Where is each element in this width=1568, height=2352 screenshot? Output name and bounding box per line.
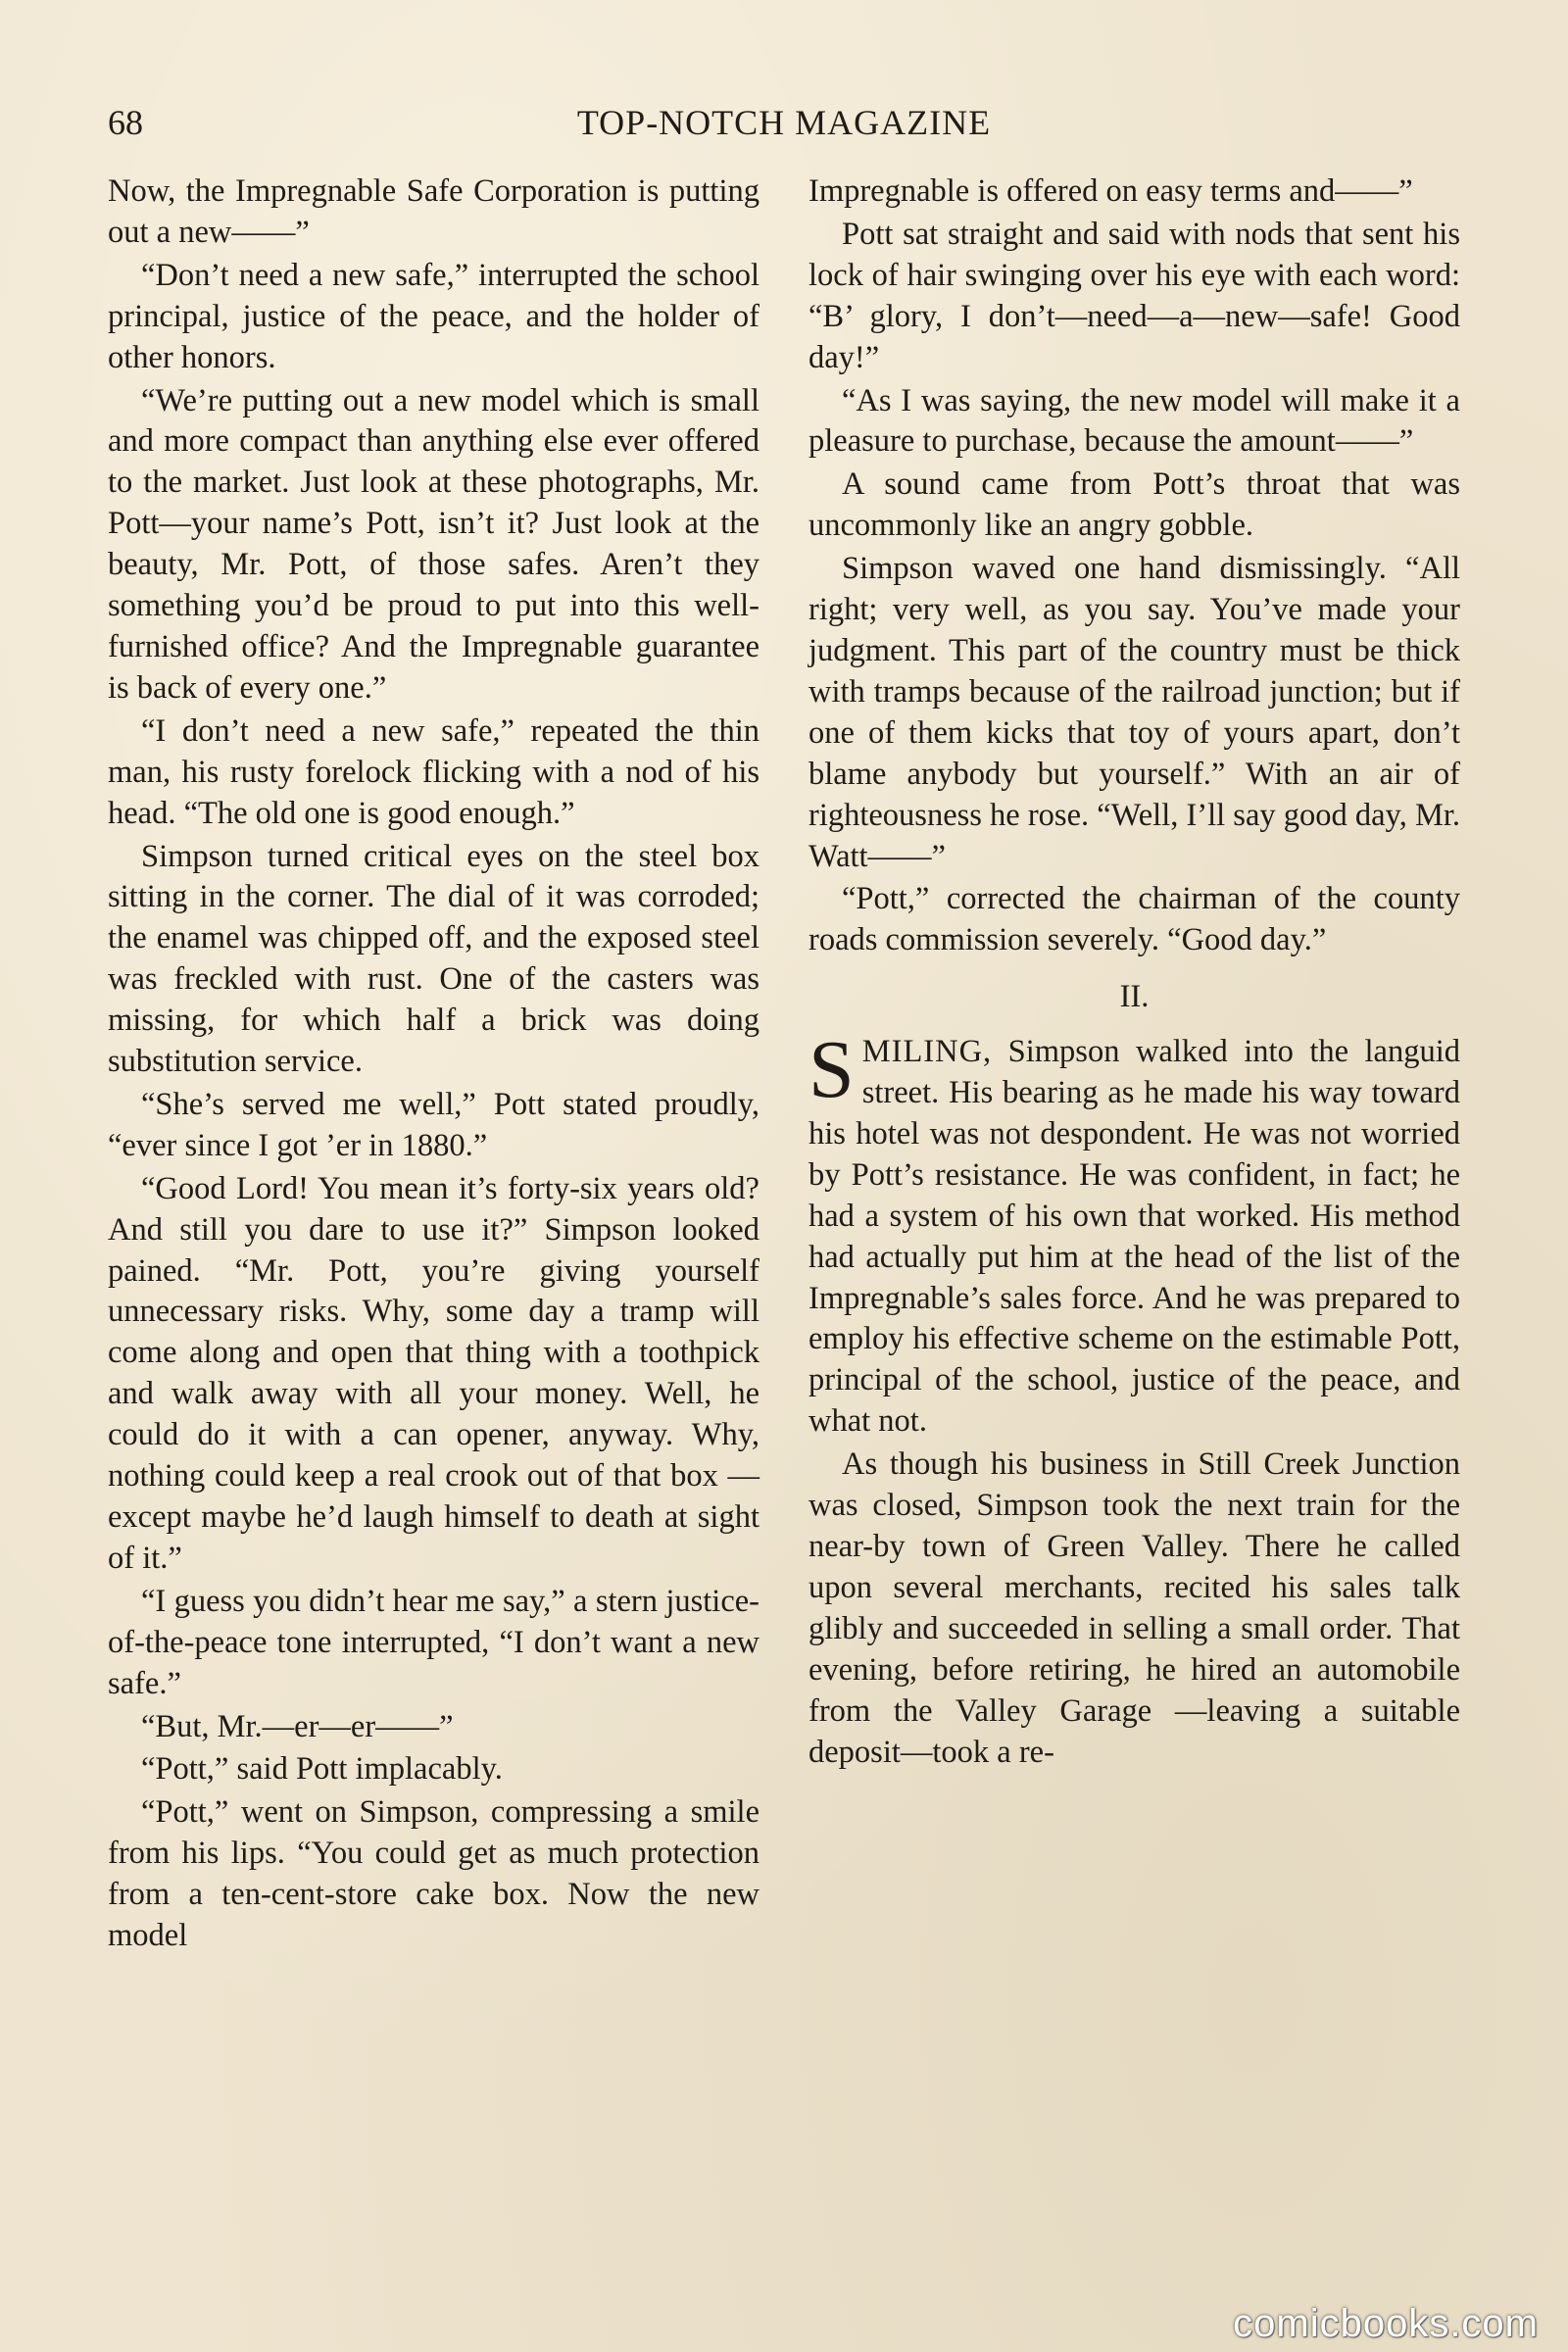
watermark: comicbooks.com: [1233, 2302, 1539, 2345]
paragraph: “I don’t need a new safe,” repeated the thin man, his rusty forelock flicking with a nod of his head. “The old one is good enough.”: [108, 712, 760, 831]
section-heading: II.: [1119, 979, 1150, 1015]
paragraph: “Pott,” went on Simpson, compressing a smile from his lips. “You could get as much protection from a ten-cent-store cake box. Now the new model: [108, 1794, 760, 1954]
paragraph: “We’re putting out a new model which is small and more compact than anything else ever offered to the market. Just look at these photographs, Mr. Pott—your name’s Pott, isn’t it? Just look at the beauty, Mr. Pott, of those safes. Aren’t they something you’d be proud to put into this well-furnished office? And the Impregnable guarantee is back of every one.”: [108, 382, 760, 706]
paragraph: Pott sat straight and said with nods that sent his lock of hair swinging over his eye with each word: “B’ glory, I don’t—need—a—new—safe! Good day!”: [808, 216, 1460, 375]
paragraph: “I guess you didn’t hear me say,” a stern justice-of-the-peace tone interrupted, “I don’t want a new safe.”: [108, 1583, 760, 1701]
left-column: [108, 172, 760, 2239]
right-column: [808, 172, 1460, 2239]
text-columns: [108, 172, 1460, 2239]
paragraph: Simpson turned critical eyes on the steel box sitting in the corner. The dial of it was corroded; the enamel was chipped off, and the exposed steel was freckled with rust. One of the casters was missing, for which half a brick was doing substitution service.: [108, 838, 760, 1080]
paragraph: “Good Lord! You mean it’s forty-six years old? And still you dare to use it?” Simpson looked pained. “Mr. Pott, you’re giving yourself unnecessary risks. Why, some day a tramp will come along and open that thing with a toothpick and walk away with all your money. Well, he could do it with a can opener, anyway. Why, nothing could keep a real crook out of that box —except maybe he’d laugh himself to death at sight of it.”: [108, 1170, 760, 1576]
page-header: [108, 98, 1460, 147]
paragraph: “Pott,” said Pott implacably.: [141, 1751, 503, 1788]
paragraph: “She’s served me well,” Pott stated proudly, “ever since I got ’er in 1880.”: [108, 1086, 760, 1163]
paragraph: “Don’t need a new safe,” interrupted the school principal, justice of the peace, and the holder of other honors.: [108, 257, 760, 375]
paragraph: Impregnable is offered on easy terms and——”: [808, 173, 1413, 209]
paragraph: As though his business in Still Creek Junction was closed, Simpson took the next train for the near-by town of Green Valley. There he called upon several merchants, recited his sales talk glibly and succeeded in selling a small order. That evening, before retiring, he hired an automobile from the Valley Garage —leaving a suitable deposit—took a re-: [808, 1446, 1460, 1770]
paragraph: Now, the Impregnable Safe Corporation is putting out a new——”: [108, 173, 760, 250]
page-number: 68: [108, 103, 143, 142]
opening-caps: MILING,: [861, 1034, 993, 1070]
paragraph: A sound came from Pott’s throat that was uncommonly like an angry gobble.: [808, 466, 1460, 544]
drop-cap: S: [808, 1024, 855, 1116]
paragraph: Simpson waved one hand dismissingly. “All right; very well, as you say. You’ve made your judgment. This part of the country must be thick with tramps because of the railroad junction; but if one of them kicks that toy of yours apart, don’t blame anybody but yourself.” With an air of righteousness he rose. “Well, I’ll say good day, Mr. Watt——”: [808, 551, 1460, 874]
paragraph: “As I was saying, the new model will make it a pleasure to purchase, because the amount——”: [808, 382, 1460, 460]
paragraph: “Pott,” corrected the chairman of the county roads commission severely. “Good day.”: [808, 881, 1460, 958]
section-opening-paragraph: [808, 1024, 1460, 1443]
opening-text: Simpson walked into the languid street. His bearing as he made his way toward his hotel was not despondent. He was not worried by Pott’s resistance. He was confident, in fact; he had a system of his own that worked. His method had actually put him at the head of the list of the Impregnable’s sales force. And he was prepared to employ his effective scheme on the estimable Pott, principal of the school, justice of the peace, and what not.: [808, 1034, 1460, 1440]
running-head: TOP-NOTCH MAGAZINE: [576, 103, 992, 142]
paragraph: “But, Mr.—er—er——”: [141, 1708, 454, 1744]
